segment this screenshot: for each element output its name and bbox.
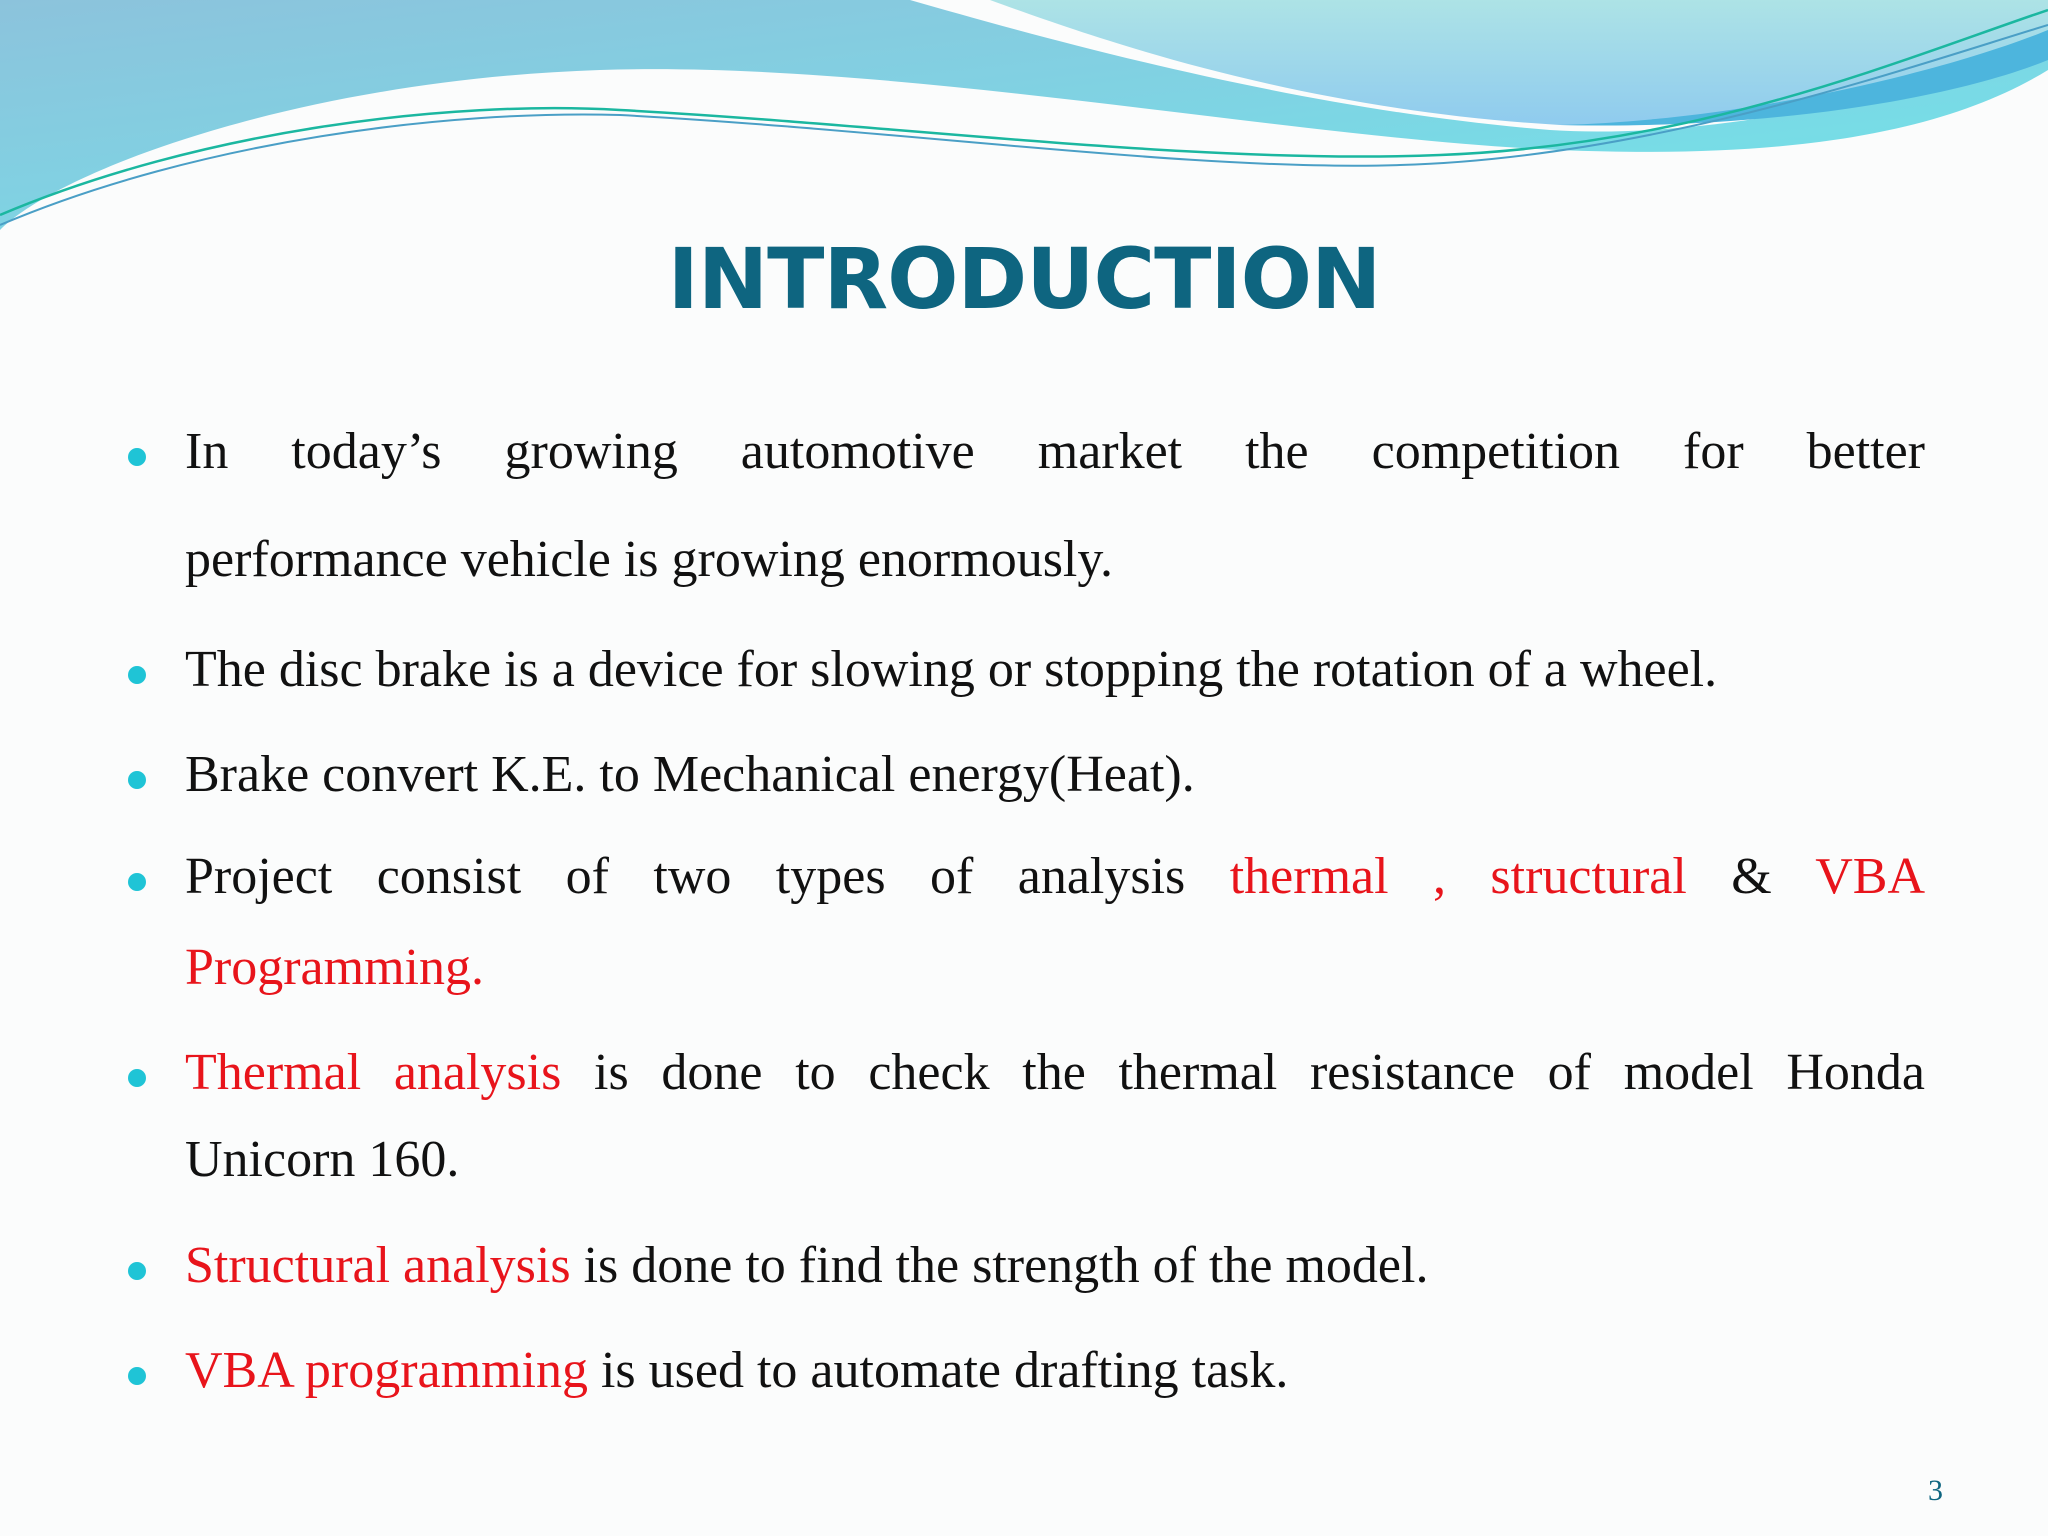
highlighted-text: Structural analysis — [185, 1237, 571, 1294]
highlighted-text: VBA programming — [185, 1342, 588, 1399]
text-segment: is done to find the strength of the model. — [570, 1237, 1429, 1294]
bullet-icon — [128, 448, 146, 466]
bullet-text-line — [185, 847, 1925, 906]
highlighted-text: VBA — [1815, 848, 1925, 905]
bullet-text-line — [185, 745, 1925, 804]
slide-title: INTRODUCTION — [667, 230, 1381, 328]
bullet-text-line — [185, 640, 1925, 699]
text-segment: is used to automate drafting task. — [587, 1342, 1289, 1399]
bullet-icon — [128, 873, 146, 891]
bullet-icon — [128, 1262, 146, 1280]
text-segment: Unicorn 160. — [185, 1131, 460, 1188]
bullet-text-line — [185, 530, 1925, 589]
highlighted-text: thermal , structural — [1229, 848, 1687, 905]
page-number: 3 — [1928, 1474, 1943, 1507]
highlighted-text: Thermal analysis — [185, 1044, 562, 1101]
text-segment: The disc brake is a device for slowing or stopping the rotation of a wheel. — [185, 641, 1718, 698]
bullet-icon — [128, 1069, 146, 1087]
bullet-text-line — [185, 1043, 1925, 1102]
text-segment: is done to check the thermal resistance of model Honda — [561, 1044, 1925, 1101]
text-segment: Brake convert K.E. to Mechanical energy(Heat). — [185, 746, 1195, 803]
bullet-text-line — [185, 1236, 1925, 1295]
bullet-icon — [128, 771, 146, 789]
text-segment: performance vehicle is growing enormously. — [185, 531, 1114, 588]
text-segment: In today’s growing automotive market the competition for better — [185, 423, 1925, 480]
bullet-text-line — [185, 1341, 1925, 1400]
highlighted-text: Programming. — [185, 939, 484, 996]
header-wave-decoration — [0, 0, 2048, 240]
text-segment: Project consist of two types of analysis — [185, 848, 1230, 905]
bullet-text-line — [185, 938, 1925, 997]
bullet-text-line — [185, 422, 1925, 481]
bullet-icon — [128, 666, 146, 684]
bullet-icon — [128, 1367, 146, 1385]
text-segment: & — [1686, 848, 1816, 905]
bullet-text-line — [185, 1130, 1925, 1189]
